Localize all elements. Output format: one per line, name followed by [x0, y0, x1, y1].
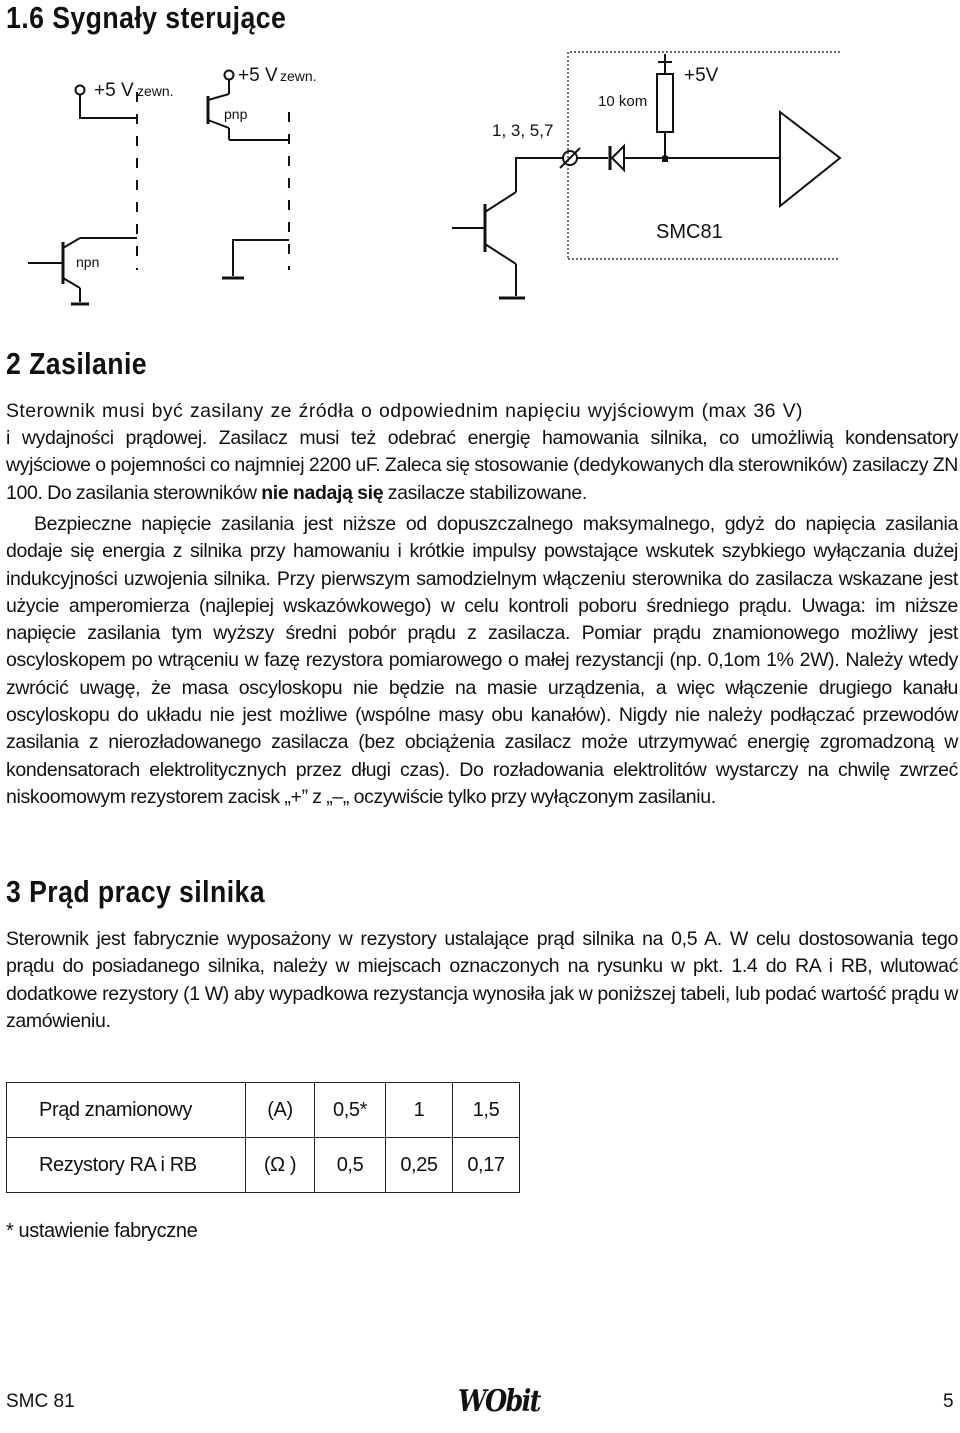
vcc-label: +5V: [684, 65, 719, 86]
terminal-5v-left-icon: [76, 86, 85, 95]
table-cell: 1: [386, 1083, 453, 1138]
current-resistor-table: [6, 1082, 520, 1193]
v-ext-sub-2: zewn.: [280, 68, 317, 84]
pins-label: 1, 3, 5,7: [492, 121, 554, 140]
footer-page-number: 5: [943, 1391, 954, 1412]
section-2-paragraph-1: [6, 425, 958, 507]
section-2-title: 2 Zasilanie: [6, 346, 148, 381]
section-2-text-a: i wydajności prądowej. Zasilacz musi też odebrać energię hamowania silnika, co umożliwią kondensatory wyjściowe o pojemności co najmniej 2200 uF. Zaleca się stosowanie (dedykowanych dla sterowników) zasilaczy ZN 100. Do zasilania sterowników: [6, 427, 958, 504]
resistor-label: 10 kom: [598, 93, 648, 110]
table-row-label: Rezystory RA i RB: [7, 1138, 246, 1193]
section-3-paragraph: Sterownik jest fabrycznie wyposażony w rezystory ustalające prąd silnika na 0,5 A. W celu dostosowania tego prądu do posiadanego silnika, należy w miejscach oznaczonych na rysunku w pkt. 1.4 do RA i RB, wlutować dodatkowe rezystory (1 W) aby wypadkowa rezystancja wynosiła jak w poniższej tabeli, lub podać wartość prądu w zamówieniu.: [6, 928, 958, 1032]
table-cell: 0,25: [386, 1138, 453, 1193]
table-row-label: Prąd znamionowy: [7, 1083, 246, 1138]
table-cell: 0,5: [315, 1138, 386, 1193]
pnp-label: pnp: [224, 106, 248, 122]
footer-product-name: SMC 81: [6, 1391, 75, 1412]
terminal-5v-mid-icon: [225, 71, 234, 80]
table-row: [7, 1138, 520, 1193]
section-2-bold-text: nie nadają się: [261, 481, 384, 504]
table-cell: 1,5: [453, 1083, 520, 1138]
section-2-paragraph-2: Bezpieczne napięcie zasilania jest niższe od dopuszczalnego maksymalnego, gdyż do napięcia zasilania dodaje się energia z silnika przy hamowaniu i krótkie impulsy powstające wskutek szybkiego wyłączania dużej indukcyjności uzwojenia silnika. Przy pierwszym samodzielnym włączeniu sterownika do zasilacza wskazane jest użycie amperomierza (najlepiej wskazówkowego) w celu kontroli poboru średniego prądu. Uwaga: im niższe napięcie zasilania tym wyższy średni pobór prądu z zasilacza. Pomiar prądu znamionowego możliwy jest oscyloskopem po wtrąceniu w fazę rezystora pomiarowego o małej rezystancji (np. 0,1om 1% 2W). Należy wtedy zwrócić uwagę, że masa oscyloskopu nie będzie na masie urządzenia, a więc włączenie drugiego kanału oscyloskopu do układu nie jest możliwe (wspólne masy obu kanałów). Nigdy nie należy podłączać przewodów zasilania z nierozładowanego zasilacza (bez obciążenia zasilacz może utrzymywać energię zgromadzoną w kondensatorach elektrolitycznych przez długi czas). Do rozładowania elektrolitów wystarczy na chwilę zwrzeć niskoomowym rezystorem zacisk „+” z „–„ oczywiście tylko przy wyłączonym zasilaniu.: [6, 513, 958, 808]
v-ext-label-2: +5 V: [238, 65, 278, 86]
table-unit: (A): [246, 1083, 315, 1138]
buffer-triangle-icon: [780, 112, 840, 206]
footer-logo: WObit: [458, 1384, 540, 1419]
v-ext-sub-1: zewn.: [137, 83, 174, 99]
table-footnote: * ustawienie fabryczne: [6, 1220, 198, 1242]
v-ext-label-1: +5 V: [94, 80, 134, 101]
table-cell: 0,17: [453, 1138, 520, 1193]
section-3-title: 3 Prąd pracy silnika: [6, 874, 266, 909]
section-1-6-title: 1.6 Sygnały sterujące: [6, 0, 287, 35]
table-unit: (Ω ): [246, 1138, 315, 1193]
control-signals-circuit-diagram: [0, 40, 960, 320]
table-cell: 0,5*: [315, 1083, 386, 1138]
section-2-text-b: zasilacze stabilizowane.: [383, 481, 587, 504]
table-row: [7, 1083, 520, 1138]
device-label: SMC81: [656, 221, 723, 243]
section-2-first-line: Sterownik musi być zasilany ze źródła o odpowiednim napięciu wyjściowym (max 36 V): [6, 400, 803, 422]
npn-label: npn: [76, 254, 100, 270]
resistor-10k-icon: [657, 74, 673, 132]
